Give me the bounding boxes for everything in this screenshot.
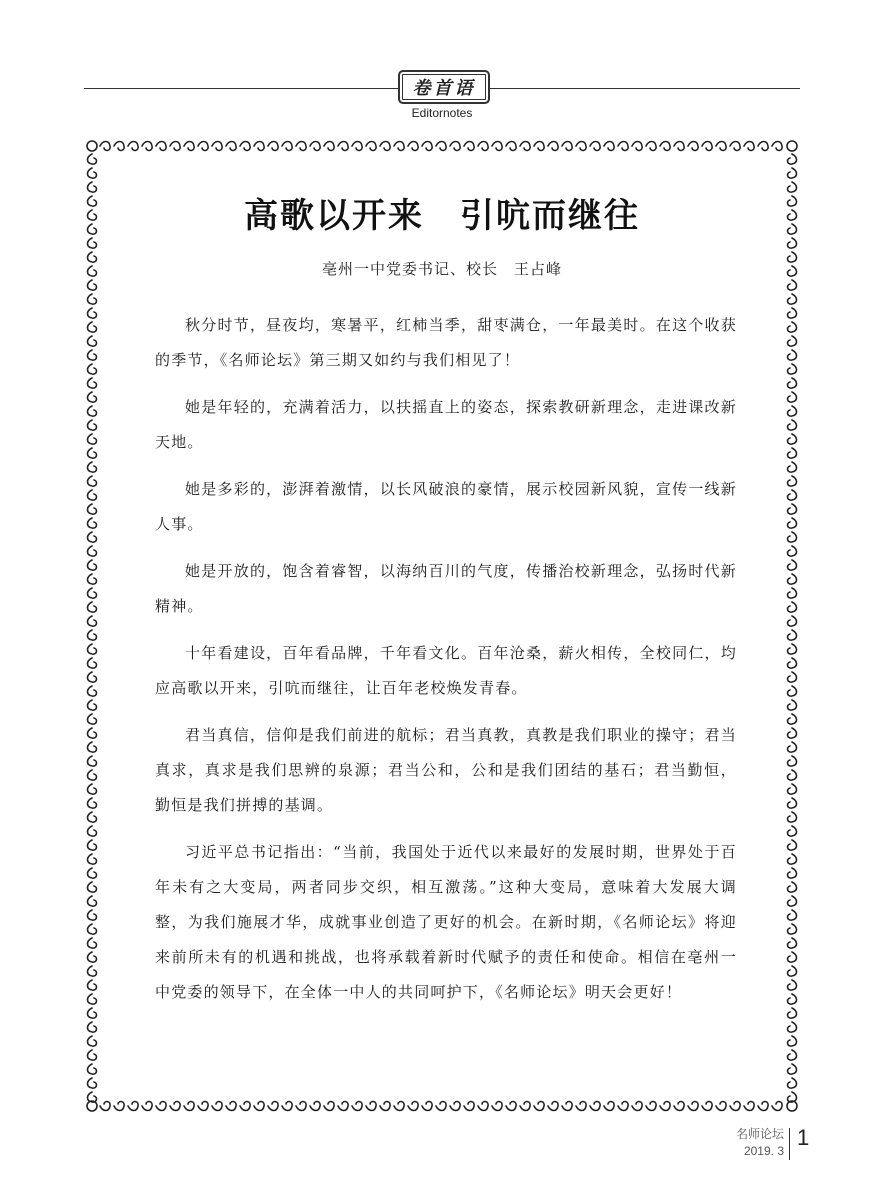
body-paragraph: 她是年轻的，充满着活力，以扶摇直上的姿态，探索教研新理念，走进课改新天地。 [155, 398, 737, 451]
footer-folio [700, 1126, 784, 1160]
footer-journal-name: 名师论坛 [735, 1127, 784, 1141]
section-title-badge: 卷首语 [398, 70, 490, 104]
body-paragraph: 她是多彩的，澎湃着激情，以长风破浪的豪情，展示校园新风貌，宣传一线新人事。 [155, 480, 737, 533]
body-paragraph: 十年看建设，百年看品牌，千年看文化。百年沧桑，薪火相传，全校同仁，均应高歌以开来，引吭而继往，让百年老校焕发青春。 [155, 644, 737, 697]
footer-divider [789, 1128, 790, 1160]
page-number: 1 [797, 1125, 810, 1150]
body-paragraph: 秋分时节，昼夜均，寒暑平，红柿当季，甜枣满仓，一年最美时。在这个收获的季节，《名师论坛》第三期又如约与我们相见了！ [155, 316, 737, 369]
article-title: 高歌以开来 引吭而继往 [244, 196, 640, 236]
section-subtitle: Editornotes [411, 106, 473, 120]
article-byline: 亳州一中党委书记、校长 王占峰 [321, 260, 562, 278]
body-paragraph: 君当真信，信仰是我们前进的航标；君当真教，真教是我们职业的操守；君当真求，真求是我们思辨的泉源；君当公和，公和是我们团结的基石；君当勤恒，勤恒是我们拼搏的基调。 [155, 726, 737, 814]
body-paragraph: 习近平总书记指出：“当前，我国处于近代以来最好的发展时期，世界处于百年未有之大变局，两者同步交织，相互激荡。”这种大变局，意味着大发展大调整，为我们施展才华，成就事业创造了更好的机会。在新时期，《名师论坛》将迎来前所未有的机遇和挑战，也将承载着新时代赋予的责任和使命。相信在亳州一中党委的领导下，在全体一中人的共同呵护下，《名师论坛》明天会更好！ [155, 843, 737, 1001]
article-body [155, 308, 737, 1022]
body-paragraph: 她是开放的，饱含着睿智，以海纳百川的气度，传播治校新理念，弘扬时代新精神。 [155, 562, 737, 615]
footer-issue: 2019. 3 [743, 1144, 784, 1158]
